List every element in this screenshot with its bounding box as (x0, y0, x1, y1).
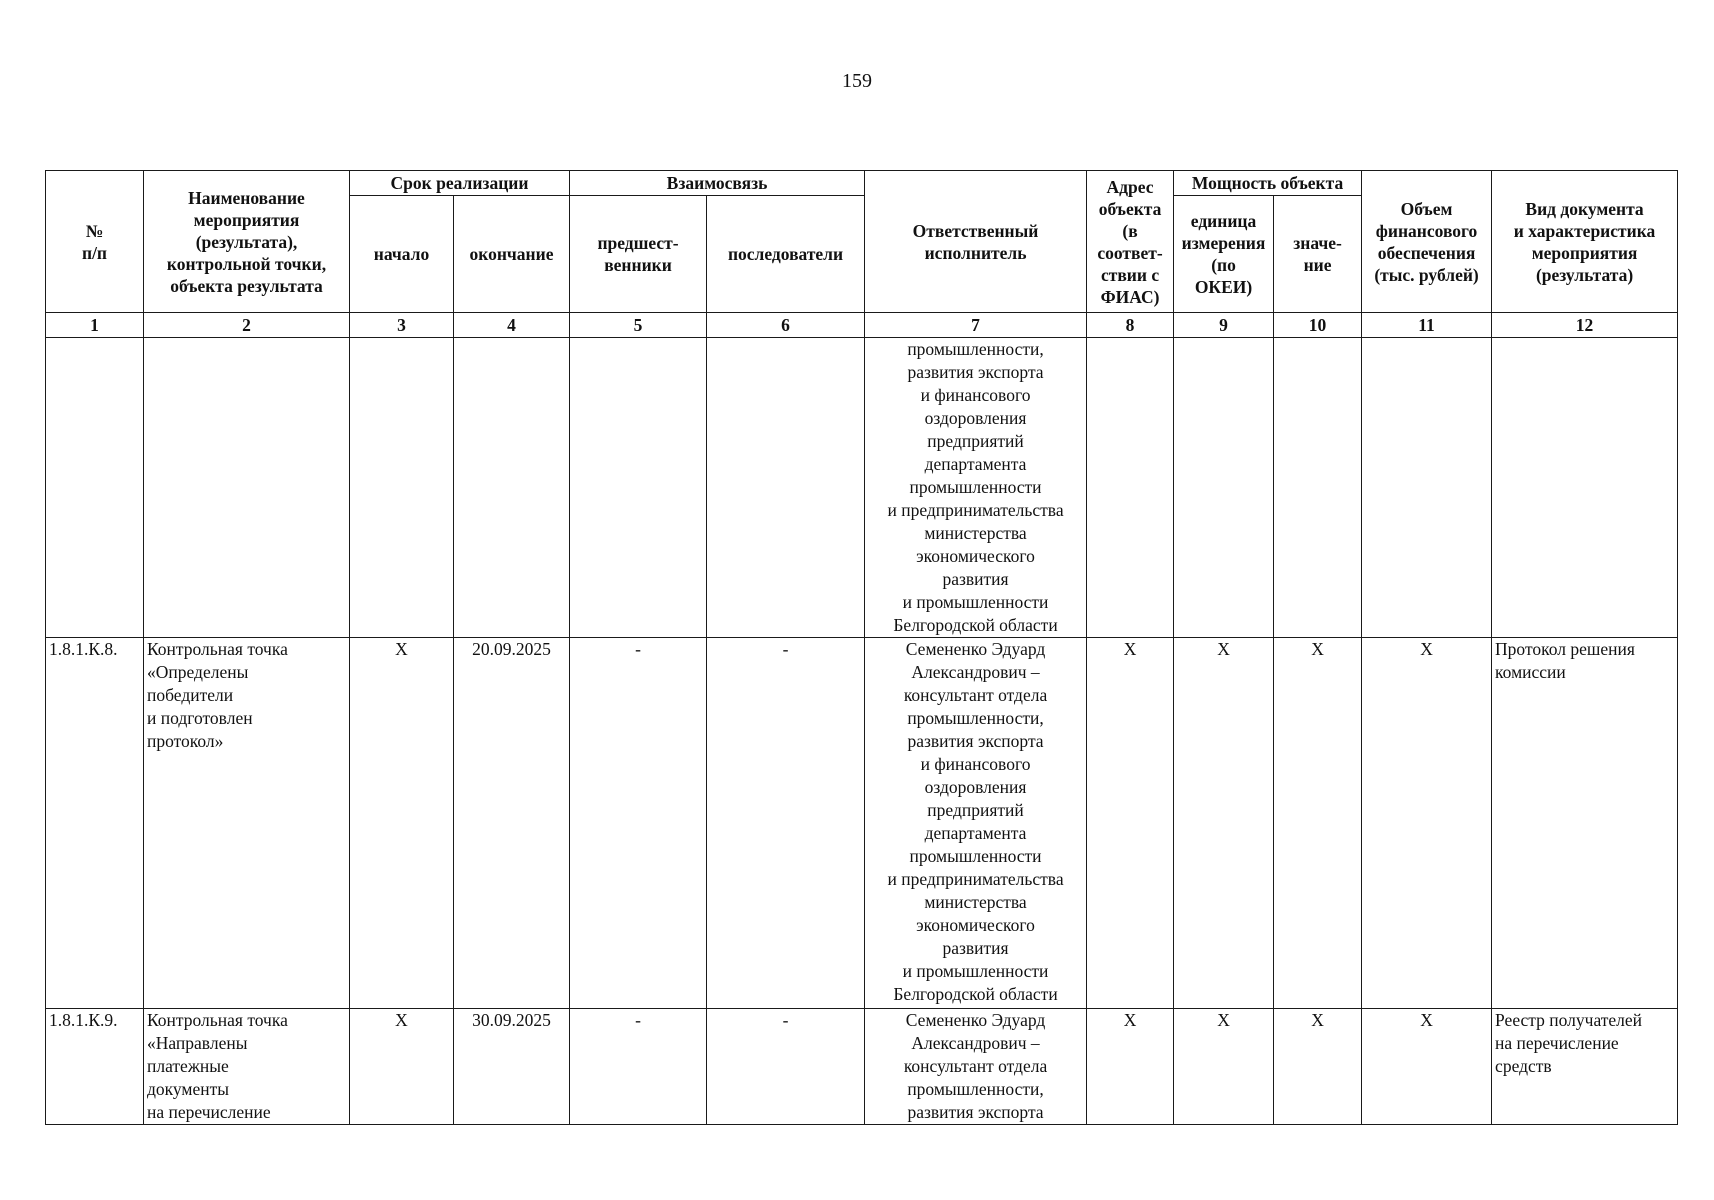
header-period: Срок реализации (350, 171, 570, 196)
header-unit: единица измерения (по ОКЕИ) (1174, 196, 1274, 313)
row-predecessors: - (570, 638, 707, 1009)
column-number: 2 (144, 313, 350, 338)
executor-cell: Семененко Эдуард Александрович – консультант отдела промышленности, развития экспорта и финансового оздоровления предприятий департамента промышленности и предпринимательства министерства экономического развития и промышленности Белгородской области (865, 638, 1087, 1009)
header-document: Вид документа и характеристика мероприятия (результата) (1492, 171, 1678, 313)
row-successors: - (707, 638, 865, 1009)
column-number: 12 (1492, 313, 1678, 338)
row-start: X (350, 1009, 454, 1125)
column-number: 10 (1274, 313, 1362, 338)
column-number: 9 (1174, 313, 1274, 338)
column-number: 1 (46, 313, 144, 338)
row-end: 20.09.2025 (454, 638, 570, 1009)
header-executor: Ответственный исполнитель (865, 171, 1087, 313)
header-successors: последователи (707, 196, 865, 313)
header-finance: Объем финансового обеспечения (тыс. рублей) (1362, 171, 1492, 313)
header-value: значе- ние (1274, 196, 1362, 313)
row-name: Контрольная точка «Определены победители и подготовлен протокол» (144, 638, 350, 1009)
row-unit: X (1174, 1009, 1274, 1125)
row-number: 1.8.1.К.9. (46, 1009, 144, 1125)
row-value: X (1274, 638, 1362, 1009)
column-number: 6 (707, 313, 865, 338)
column-number: 11 (1362, 313, 1492, 338)
header-predecessors: предшест- венники (570, 196, 707, 313)
row-predecessors: - (570, 1009, 707, 1125)
column-number: 7 (865, 313, 1087, 338)
column-number: 3 (350, 313, 454, 338)
column-number: 4 (454, 313, 570, 338)
page-number: 159 (842, 70, 872, 92)
table-row (46, 638, 1678, 1009)
column-number: 5 (570, 313, 707, 338)
row-finance: X (1362, 638, 1492, 1009)
header-start: начало (350, 196, 454, 313)
row-value: X (1274, 1009, 1362, 1125)
header-name: Наименование мероприятия (результата), контрольной точки, объекта результата (144, 171, 350, 313)
header-capacity: Мощность объекта (1174, 171, 1362, 196)
executor-cell: Семененко Эдуард Александрович – консультант отдела промышленности, развития экспорта (865, 1009, 1087, 1125)
table-row-continuation (46, 338, 1678, 638)
row-document: Реестр получателей на перечисление средств (1492, 1009, 1678, 1125)
row-successors: - (707, 1009, 865, 1125)
row-finance: X (1362, 1009, 1492, 1125)
row-unit: X (1174, 638, 1274, 1009)
table-row (46, 1009, 1678, 1125)
row-name: Контрольная точка «Направлены платежные документы на перечисление (144, 1009, 350, 1125)
header-address: Адрес объекта (в соответ- ствии с ФИАС) (1087, 171, 1174, 313)
row-end: 30.09.2025 (454, 1009, 570, 1125)
column-number: 8 (1087, 313, 1174, 338)
plan-table (45, 170, 1678, 1125)
row-address: X (1087, 1009, 1174, 1125)
header-end: окончание (454, 196, 570, 313)
row-document: Протокол решения комиссии (1492, 638, 1678, 1009)
row-start: X (350, 638, 454, 1009)
row-number: 1.8.1.К.8. (46, 638, 144, 1009)
header-relation: Взаимосвязь (570, 171, 865, 196)
header-num: № п/п (46, 171, 144, 313)
row-address: X (1087, 638, 1174, 1009)
executor-cell: промышленности, развития экспорта и финансового оздоровления предприятий департамента промышленности и предпринимательства министерства экономического развития и промышленности Белгородской области (865, 338, 1087, 638)
